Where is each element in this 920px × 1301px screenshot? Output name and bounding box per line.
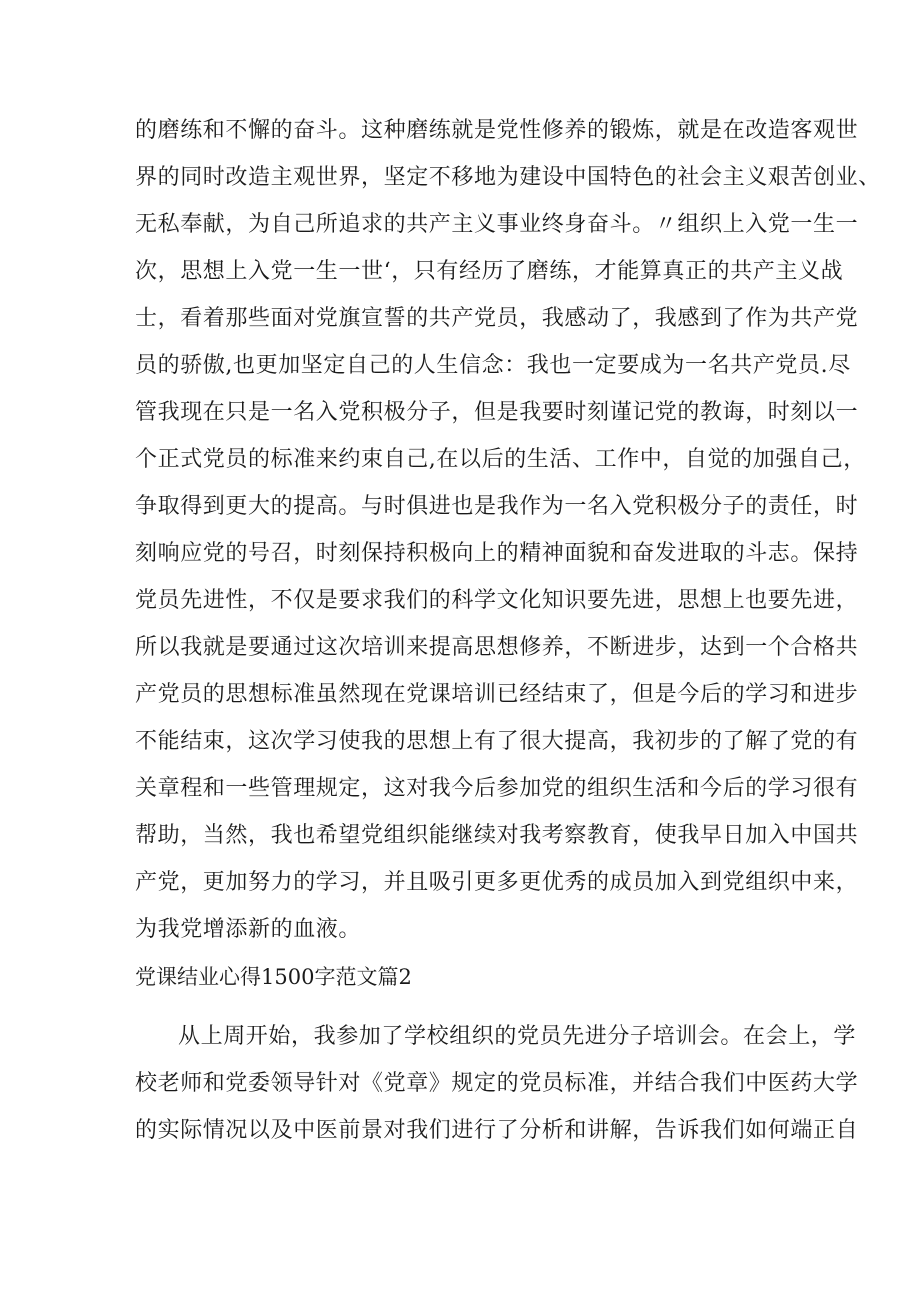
paragraph-1-line: 产党员的思想标准虽然现在党课培训已经结束了，但是今后的学习和进步 [135, 682, 859, 707]
paragraph-1-line: 管我现在只是一名入党积极分子，但是我要时刻谨记党的教诲，时刻以一 [135, 400, 859, 425]
paragraph-1-line: 无私奉献，为自己所追求的共产主义事业终身奋斗。〃组织上入党一生一 [135, 212, 859, 237]
paragraph-1-line: 员的骄傲,也更加坚定自己的人生信念：我也一定要成为一名共产党员.尽 [135, 353, 851, 378]
paragraph-1-line: 界的同时改造主观世界，坚定不移地为建设中国特色的社会主义艰苦创业、 [135, 165, 881, 190]
paragraph-2-line: 从上周开始，我参加了学校组织的党员先进分子培训会。在会上，学 [178, 1024, 857, 1049]
paragraph-1-line: 个正式党员的标准来约束自己,在以后的生活、工作中，自觉的加强自己， [135, 447, 866, 472]
paragraph-1-line: 党员先进性，不仅是要求我们的科学文化知识要先进，思想上也要先进， [135, 588, 859, 613]
paragraph-2-line: 的实际情况以及中医前景对我们进行了分析和讲解，告诉我们如何端正自 [135, 1118, 859, 1143]
paragraph-1-line: 帮助，当然，我也希望党组织能继续对我考察教育，使我早日加入中国共 [135, 823, 859, 848]
paragraph-1-line: 次，思想上入党一生一世‘，只有经历了磨练，才能算真正的共产主义战 [135, 259, 844, 284]
paragraph-1-line: 争取得到更大的提高。与时俱进也是我作为一名入党积极分子的责任，时 [135, 494, 859, 519]
paragraph-1-line: 关章程和一些管理规定，这对我今后参加党的组织生活和今后的学习很有 [135, 776, 859, 801]
paragraph-1-line: 产党，更加努力的学习，并且吸引更多更优秀的成员加入到党组织中来， [135, 870, 859, 895]
paragraph-1-line: 的磨练和不懈的奋斗。这种磨练就是党性修养的锻炼，就是在改造客观世 [135, 118, 859, 143]
paragraph-2-line: 校老师和党委领导针对《党章》规定的党员标准，并结合我们中医药大学 [135, 1071, 859, 1096]
paragraph-1-line: 所以我就是要通过这次培训来提高思想修养，不断进步，达到一个合格共 [135, 635, 859, 660]
section-heading: 党课结业心得1500字范文篇2 [135, 965, 412, 989]
paragraph-1-line: 不能结束，这次学习使我的思想上有了很大提高，我初步的了解了党的有 [135, 729, 859, 754]
paragraph-1-line: 士，看着那些面对党旗宣誓的共产党员，我感动了，我感到了作为共产党 [135, 306, 859, 331]
paragraph-1-line: 刻响应党的号召，时刻保持积极向上的精神面貌和奋发进取的斗志。保持 [135, 541, 859, 566]
paragraph-1-line: 为我党增添新的血液。 [135, 917, 362, 942]
